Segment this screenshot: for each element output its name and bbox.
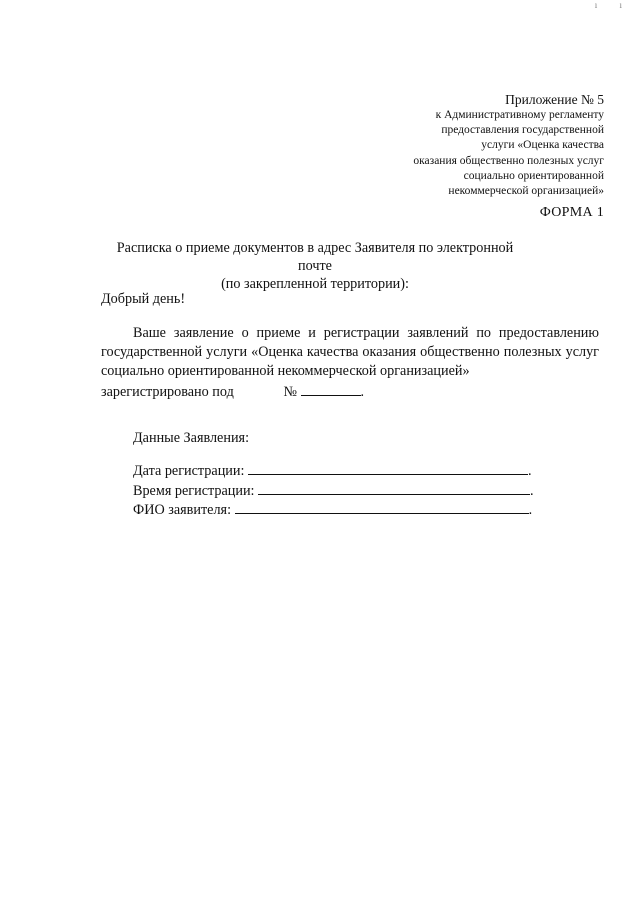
number-sign: №	[283, 384, 297, 400]
field-reg-date-blank	[248, 462, 528, 475]
registered-prefix: зарегистрировано под	[101, 384, 234, 400]
body-paragraph: Ваше заявление о приеме и регистрации заявлений по предоставлению государственной услуги «Оценка качества оказания общественно полезных услуг социально ориентированной некоммерческой организацией»	[101, 325, 599, 379]
appendix-line-3: предоставления государственной	[441, 124, 604, 137]
field-reg-time-label: Время регистрации:	[133, 483, 255, 499]
field-applicant-name-period: .	[528, 502, 533, 518]
field-reg-date-label: Дата регистрации:	[133, 463, 245, 479]
title-line-2: (по закрепленной территории):	[221, 276, 409, 292]
greeting: Добрый день!	[101, 291, 186, 307]
field-reg-time-blank	[258, 482, 530, 495]
appendix-line-1: Приложение № 5	[505, 92, 604, 107]
registration-line	[101, 383, 364, 401]
data-heading: Данные Заявления:	[133, 430, 250, 446]
appendix-line-6: социально ориентированной	[463, 169, 604, 182]
title-line-1: Расписка о приеме документов в адрес Заявителя по электронной почте	[116, 240, 514, 274]
number-blank	[301, 383, 361, 396]
appendix-line-2: к Административному регламенту	[435, 109, 604, 121]
form-label: ФОРМА 1	[539, 205, 604, 220]
field-applicant-name	[133, 501, 532, 519]
appendix-line-7: некоммерческой организацией»	[448, 185, 604, 198]
corner-mark: ı ı	[594, 0, 632, 10]
appendix-line-4: услуги «Оценка качества	[481, 139, 604, 152]
appendix-line-5: оказания общественно полезных услуг	[413, 154, 604, 167]
document-title	[100, 239, 530, 293]
field-reg-date	[133, 462, 532, 480]
field-reg-time	[133, 482, 534, 500]
field-applicant-name-blank	[235, 501, 529, 514]
registration-period: .	[360, 384, 365, 400]
field-applicant-name-label: ФИО заявителя:	[133, 502, 232, 518]
field-reg-date-period: .	[527, 463, 532, 479]
field-reg-time-period: .	[530, 483, 534, 499]
appendix-block	[344, 92, 604, 199]
